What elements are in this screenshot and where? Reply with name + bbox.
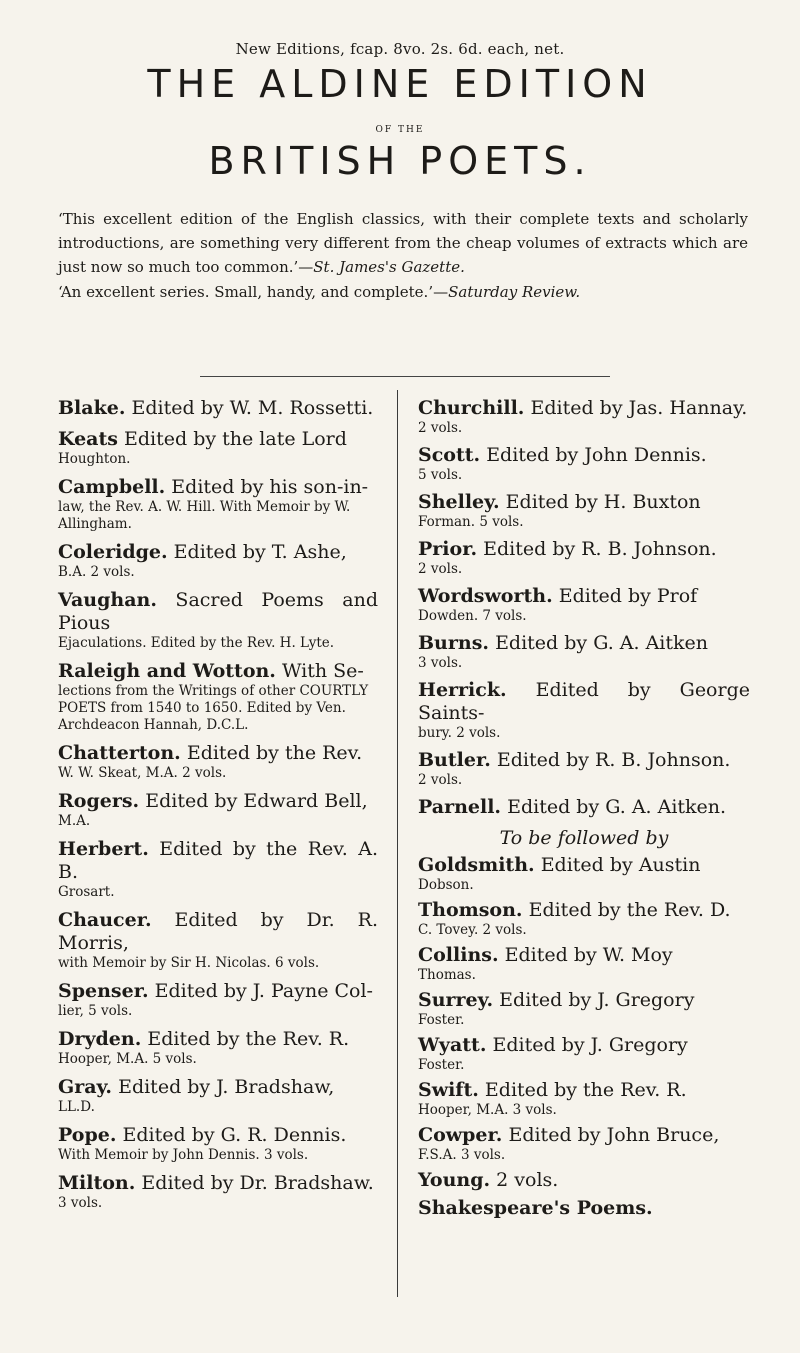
poet-entry-details: Foster. <box>418 1012 465 1028</box>
poet-entry <box>58 1124 378 1164</box>
poet-entry <box>58 742 378 782</box>
press-quote-gazette <box>58 207 748 279</box>
poet-entry-heading <box>418 1124 750 1147</box>
right-column-list <box>418 397 750 1225</box>
poet-name: Young. <box>418 1169 491 1191</box>
poet-entry-details: W. W. Skeat, M.A. 2 vols. <box>58 765 227 781</box>
poet-name: Swift. <box>418 1079 479 1101</box>
quote-text: ‘An excellent series. Small, handy, and complete.’— <box>58 283 449 301</box>
poet-name: Herrick. <box>418 679 507 701</box>
poet-entry-heading <box>58 397 378 420</box>
poet-editor: Edited by J. Gregory <box>499 989 695 1011</box>
poet-entry <box>418 899 750 939</box>
poet-entry-heading <box>418 491 750 514</box>
quote-source: Saturday Review. <box>448 283 581 301</box>
poet-name: Dryden. <box>58 1028 142 1050</box>
poet-editor: Edited by W. Moy <box>504 944 673 966</box>
poet-entry-heading <box>418 1197 750 1220</box>
poet-entry-details: 2 vols. <box>418 561 463 577</box>
poet-entry-heading <box>58 589 378 635</box>
poet-entry-heading <box>418 749 750 772</box>
poet-editor: Edited by the Rev. R. <box>484 1079 687 1101</box>
poet-entry <box>418 749 750 789</box>
poet-name: Keats <box>58 428 118 450</box>
poet-editor: Edited by J. Payne Col- <box>154 980 373 1002</box>
poet-entry-details: Grosart. <box>58 884 115 900</box>
poet-name: Churchill. <box>418 397 525 419</box>
poet-editor: Edited by the late Lord <box>124 428 347 450</box>
poet-name: Cowper. <box>418 1124 503 1146</box>
poet-entry-details: LL.D. <box>58 1099 95 1115</box>
poet-editor: Edited by T. Ashe, <box>173 541 347 563</box>
poet-name: Wyatt. <box>418 1034 487 1056</box>
poet-entry <box>58 541 378 581</box>
poet-entry-heading <box>58 909 378 955</box>
poet-editor: Edited by Jas. Hannay. <box>530 397 748 419</box>
poet-entry-heading <box>58 1124 378 1147</box>
poet-editor: Edited by Austin <box>540 854 701 876</box>
poet-entry-heading <box>418 899 750 922</box>
poet-entry <box>418 538 750 578</box>
poet-entry <box>418 632 750 672</box>
poet-entry-heading <box>418 854 750 877</box>
poet-name: Pope. <box>58 1124 117 1146</box>
title-connector: OF THE <box>375 125 425 135</box>
poet-editor: Edited by W. M. Rossetti. <box>131 397 374 419</box>
poet-entry-details: Ejaculations. Edited by the Rev. H. Lyte. <box>58 635 335 651</box>
left-column-list <box>58 397 378 1220</box>
poet-entry-heading <box>58 1076 378 1099</box>
poet-entry <box>58 980 378 1020</box>
poet-name: Spenser. <box>58 980 149 1002</box>
poet-entry <box>58 1076 378 1116</box>
poet-name: Herbert. <box>58 838 149 860</box>
poet-entry-details: M.A. <box>58 813 91 829</box>
poet-editor: Edited by Prof <box>558 585 698 607</box>
poet-entry-heading <box>58 790 378 813</box>
poet-editor: With Se- <box>281 660 364 682</box>
poet-entry-heading <box>418 397 750 420</box>
poet-editor: Edited by J. Bradshaw, <box>118 1076 335 1098</box>
poet-name: Coleridge. <box>58 541 168 563</box>
horizontal-divider <box>200 376 610 377</box>
poet-editor: Edited by the Rev. <box>186 742 363 764</box>
poet-entry <box>58 1028 378 1068</box>
poet-entry-details: 2 vols. <box>418 772 463 788</box>
poet-entry <box>418 1169 750 1192</box>
poet-editor: Edited by G. A. Aitken. <box>507 796 727 818</box>
poet-entry-details: B.A. 2 vols. <box>58 564 135 580</box>
poet-editor: Edited by H. Buxton <box>505 491 701 513</box>
poet-entry-details: 2 vols. <box>418 420 463 436</box>
poet-name: Thomson. <box>418 899 523 921</box>
poet-entry-details: lier, 5 vols. <box>58 1003 133 1019</box>
poet-entry-heading <box>58 1028 378 1051</box>
poet-editor: Edited by J. Gregory <box>492 1034 688 1056</box>
poet-editor: Edited by his son-in- <box>171 476 369 498</box>
poet-entry <box>418 585 750 625</box>
poet-name: Blake. <box>58 397 126 419</box>
poet-entry-details: 3 vols. <box>58 1195 103 1211</box>
poet-editor: Edited by John Dennis. <box>486 444 707 466</box>
poet-editor: Edited by G. R. Dennis. <box>122 1124 347 1146</box>
poet-entry-heading <box>58 541 378 564</box>
poet-entry <box>58 589 378 652</box>
poet-name: Gray. <box>58 1076 113 1098</box>
column-divider <box>397 390 398 1297</box>
poet-entry-details: law, the Rev. A. W. Hill. With Memoir by W. Allingham. <box>58 499 351 532</box>
poet-name: Chatterton. <box>58 742 181 764</box>
poet-entry <box>58 660 378 734</box>
poet-entry <box>418 679 750 742</box>
poet-entry-details: F.S.A. 3 vols. <box>418 1147 506 1163</box>
poet-entry-heading <box>58 1172 378 1195</box>
poet-entry-heading <box>418 1034 750 1057</box>
poet-name: Prior. <box>418 538 478 560</box>
quote-text: ‘This excellent edition of the English classics, with their complete texts and scholarly introductions, are something very different from the cheap volumes of extracts which are just now so much too common.’— <box>58 210 748 276</box>
poet-entry-details: 5 vols. <box>418 467 463 483</box>
poet-entry-details: Dobson. <box>418 877 474 893</box>
poet-entry <box>58 1172 378 1212</box>
poet-entry-details: Foster. <box>418 1057 465 1073</box>
poet-entry-heading <box>58 980 378 1003</box>
poet-entry-heading <box>58 476 378 499</box>
poet-entry-details: Forman. 5 vols. <box>418 514 524 530</box>
poet-entry-heading <box>58 660 378 683</box>
poet-name: Rogers. <box>58 790 140 812</box>
poet-entry <box>418 444 750 484</box>
poet-editor: Edited by George Saints- <box>418 679 750 724</box>
poet-entry-details: bury. 2 vols. <box>418 725 501 741</box>
poet-entry-details: lections from the Writings of other COURTLY POETS from 1540 to 1650. Edited by Ven. Archdeacon Hannah, D.C.L. <box>58 683 369 733</box>
poet-entry <box>418 944 750 984</box>
poet-entry-heading <box>418 632 750 655</box>
poet-name: Parnell. <box>418 796 502 818</box>
press-quote-review <box>58 280 748 304</box>
poet-name: Shelley. <box>418 491 500 513</box>
poet-name: Goldsmith. <box>418 854 535 876</box>
poet-entry <box>418 796 750 819</box>
poet-entry-details: C. Tovey. 2 vols. <box>418 922 527 938</box>
poet-editor: 2 vols. <box>496 1169 559 1191</box>
poet-entry-heading <box>418 944 750 967</box>
poet-entry-details: With Memoir by John Dennis. 3 vols. <box>58 1147 309 1163</box>
poet-entry-heading <box>58 742 378 765</box>
poet-editor: Edited by R. B. Johnson. <box>483 538 717 560</box>
poet-name: Burns. <box>418 632 490 654</box>
poet-entry <box>58 428 378 468</box>
poet-entry-heading <box>418 1079 750 1102</box>
poet-editor: Edited by the Rev. R. <box>147 1028 350 1050</box>
poet-name: Scott. <box>418 444 481 466</box>
quote-source: St. James's Gazette. <box>313 258 465 276</box>
poet-entry-details: Thomas. <box>418 967 476 983</box>
poet-entry-heading <box>418 796 750 819</box>
poet-entry <box>418 854 750 894</box>
poet-entry-heading <box>418 679 750 725</box>
page-subtitle: BRITISH POETS. <box>208 139 592 183</box>
poet-entry <box>58 397 378 420</box>
poet-name: Chaucer. <box>58 909 152 931</box>
poet-editor: Edited by Dr. R. Morris, <box>58 909 378 954</box>
poet-editor: Edited by the Rev. A. B. <box>58 838 378 883</box>
poet-entry <box>418 1197 750 1220</box>
poet-entry <box>418 397 750 437</box>
poet-editor: Edited by John Bruce, <box>508 1124 720 1146</box>
poet-name: Surrey. <box>418 989 494 1011</box>
poet-editor: Edited by R. B. Johnson. <box>496 749 731 771</box>
poet-editor: Edited by G. A. Aitken <box>495 632 708 654</box>
poet-editor: Sacred Poems and Pious <box>58 589 378 634</box>
poet-entry <box>58 790 378 830</box>
poet-editor: Edited by Dr. Bradshaw. <box>141 1172 374 1194</box>
editions-price-note: New Editions, fcap. 8vo. 2s. 6d. each, net. <box>235 40 565 58</box>
poet-entry <box>58 909 378 972</box>
poet-name: Collins. <box>418 944 499 966</box>
poet-name: Shakespeare's Poems. <box>418 1197 653 1219</box>
poet-name: Raleigh and Wotton. <box>58 660 276 682</box>
poet-entry <box>418 1034 750 1074</box>
poet-name: Butler. <box>418 749 491 771</box>
poet-editor: Edited by the Rev. D. <box>528 899 731 921</box>
poet-name: Vaughan. <box>58 589 157 611</box>
poet-name: Wordsworth. <box>418 585 553 607</box>
poet-name: Campbell. <box>58 476 166 498</box>
poet-entry-details: with Memoir by Sir H. Nicolas. 6 vols. <box>58 955 320 971</box>
poet-entry-details: Dowden. 7 vols. <box>418 608 527 624</box>
poet-entry-heading <box>418 538 750 561</box>
page-title: THE ALDINE EDITION <box>147 62 653 106</box>
poet-entry-details: Hooper, M.A. 5 vols. <box>58 1051 197 1067</box>
poet-entry-details: 3 vols. <box>418 655 463 671</box>
poet-entry-heading <box>418 444 750 467</box>
poet-entry-details: Hooper, M.A. 3 vols. <box>418 1102 557 1118</box>
poet-entry <box>418 1079 750 1119</box>
poet-entry-heading <box>58 838 378 884</box>
followed-by-heading: To be followed by <box>499 827 669 849</box>
poet-entry <box>58 838 378 901</box>
poet-entry-details: Houghton. <box>58 451 131 467</box>
poet-entry <box>418 989 750 1029</box>
poet-entry-heading <box>418 585 750 608</box>
poet-entry-heading <box>58 428 378 451</box>
poet-entry <box>418 491 750 531</box>
poet-entry <box>58 476 378 533</box>
poet-entry <box>418 1124 750 1164</box>
poet-name: Milton. <box>58 1172 136 1194</box>
poet-entry-heading <box>418 1169 750 1192</box>
poet-editor: Edited by Edward Bell, <box>145 790 368 812</box>
poet-entry-heading <box>418 989 750 1012</box>
